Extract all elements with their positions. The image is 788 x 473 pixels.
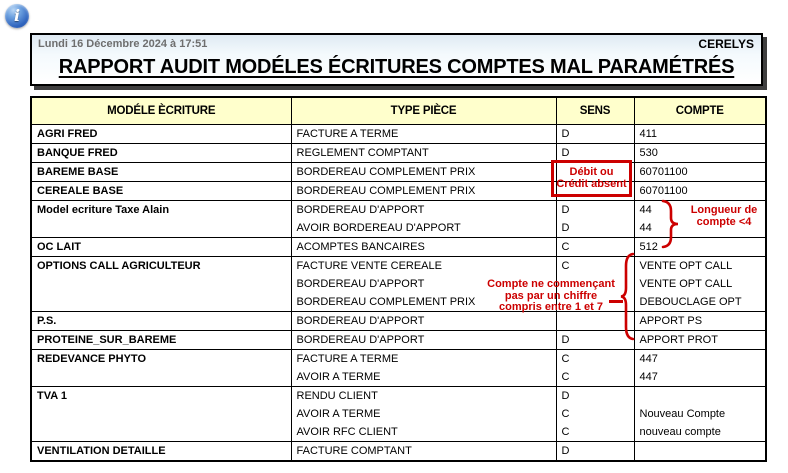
cell-sens: C: [556, 349, 634, 368]
table-row: [31, 330, 766, 349]
cell-modele-ecriture: PROTEINE_SUR_BAREME: [31, 330, 291, 349]
cell-sens: C: [556, 368, 634, 387]
table-row: [31, 256, 766, 275]
table-row: [31, 311, 766, 330]
cell-modele-ecriture: REDEVANCE PHYTO: [31, 349, 291, 368]
cell-compte: DEBOUCLAGE OPT: [634, 293, 766, 312]
cell-type-piece: AVOIR RFC CLIENT: [291, 423, 556, 442]
cell-type-piece: AVOIR A TERME: [291, 368, 556, 387]
cell-type-piece: FACTURE A TERME: [291, 349, 556, 368]
cell-type-piece: BORDEREAU D'APPORT: [291, 275, 556, 293]
cell-compte: 60701100: [634, 181, 766, 200]
cell-compte: [634, 386, 766, 405]
annotation-line: Longueur de: [690, 204, 758, 216]
annotation-line: compris entre 1 et 7: [499, 301, 603, 313]
cell-type-piece: RENDU CLIENT: [291, 386, 556, 405]
cell-sens: D: [556, 200, 634, 219]
table-row: [31, 349, 766, 368]
cell-compte: VENTE OPT CALL: [634, 256, 766, 275]
info-icon-glyph: i: [13, 6, 21, 25]
cell-modele-ecriture: [31, 275, 291, 293]
table-row: [31, 405, 766, 423]
cell-type-piece: BORDEREAU COMPLEMENT PRIX: [291, 293, 556, 312]
table-row: [31, 200, 766, 219]
cell-modele-ecriture: OPTIONS CALL AGRICULTEUR: [31, 256, 291, 275]
right-brace-icon: [660, 199, 680, 249]
table-row: [31, 181, 766, 200]
annotation-compte-chiffre: [478, 279, 624, 314]
table-row: [31, 143, 766, 162]
table-row: [31, 275, 766, 293]
cell-type-piece: BORDEREAU D'APPORT: [291, 330, 556, 349]
company-name: CERELYS: [698, 37, 754, 51]
cell-compte: APPORT PS: [634, 311, 766, 330]
cell-modele-ecriture: AGRI FRED: [31, 124, 291, 143]
cell-compte: Nouveau Compte: [634, 405, 766, 423]
cell-sens: C: [556, 256, 634, 275]
column-header-sens: SENS: [556, 97, 634, 124]
table-row: [31, 423, 766, 442]
annotation-debit-credit-absent: [551, 160, 632, 197]
cell-modele-ecriture: VENTILATION DETAILLE: [31, 441, 291, 461]
page-title: RAPPORT AUDIT MODÉLES ÉCRITURES COMPTES MAL PARAMÉTRÉS: [58, 56, 735, 78]
cell-modele-ecriture: TVA 1: [31, 386, 291, 405]
annotation-longueur-compte: [682, 204, 766, 228]
cell-sens: C: [556, 405, 634, 423]
cell-sens: D: [556, 441, 634, 461]
cell-type-piece: BORDEREAU COMPLEMENT PRIX: [291, 162, 556, 181]
cell-type-piece: BORDEREAU D'APPORT: [291, 200, 556, 219]
column-header-compte: COMPTE: [634, 97, 766, 124]
cell-compte: [634, 441, 766, 461]
table-row: [31, 124, 766, 143]
cell-sens: C: [556, 237, 634, 256]
cell-compte: 447: [634, 368, 766, 387]
cell-compte: APPORT PROT: [634, 330, 766, 349]
report-header: [30, 33, 763, 86]
cell-modele-ecriture: BAREME BASE: [31, 162, 291, 181]
info-icon[interactable]: [5, 4, 29, 28]
table-row: [31, 368, 766, 387]
cell-modele-ecriture: [31, 405, 291, 423]
cell-modele-ecriture: Model ecriture Taxe Alain: [31, 200, 291, 219]
cell-sens: D: [556, 219, 634, 238]
cell-type-piece: FACTURE VENTE CEREALE: [291, 256, 556, 275]
cell-sens: D: [556, 143, 634, 162]
cell-type-piece: FACTURE A TERME: [291, 124, 556, 143]
cell-modele-ecriture: [31, 423, 291, 442]
annotation-line: Crédit absent: [556, 177, 627, 190]
cell-compte: 44: [634, 219, 766, 238]
cell-type-piece: REGLEMENT COMPTANT: [291, 143, 556, 162]
cell-compte: nouveau compte: [634, 423, 766, 442]
annotation-line: pas par un chiffre: [504, 289, 598, 302]
cell-sens: D: [556, 124, 634, 143]
cell-modele-ecriture: [31, 219, 291, 238]
cell-modele-ecriture: P.S.: [31, 311, 291, 330]
cell-compte: 530: [634, 143, 766, 162]
cell-sens: D: [556, 386, 634, 405]
cell-type-piece: AVOIR BORDEREAU D'APPORT: [291, 219, 556, 238]
report-date: Lundi 16 Décembre 2024 à 17:51: [38, 38, 208, 50]
cell-modele-ecriture: [31, 368, 291, 387]
cell-compte: VENTE OPT CALL: [634, 275, 766, 293]
cell-type-piece: ACOMPTES BANCAIRES: [291, 237, 556, 256]
column-header-type-piece: TYPE PIÈCE: [291, 97, 556, 124]
cell-type-piece: AVOIR A TERME: [291, 405, 556, 423]
table-row: [31, 441, 766, 461]
cell-modele-ecriture: BANQUE FRED: [31, 143, 291, 162]
table-row: [31, 237, 766, 256]
cell-type-piece: BORDEREAU D'APPORT: [291, 311, 556, 330]
cell-compte: 447: [634, 349, 766, 368]
cell-type-piece: FACTURE COMPTANT: [291, 441, 556, 461]
column-header-modele-ecriture: MODÉLE ÈCRITURE: [31, 97, 291, 124]
annotation-line: compte <4: [696, 216, 752, 228]
cell-compte: 512: [634, 237, 766, 256]
cell-sens: C: [556, 423, 634, 442]
cell-modele-ecriture: [31, 293, 291, 312]
cell-compte: 44: [634, 200, 766, 219]
annotation-line: Débit ou: [569, 166, 614, 178]
table-row: [31, 219, 766, 238]
cell-compte: 60701100: [634, 162, 766, 181]
cell-type-piece: BORDEREAU COMPLEMENT PRIX: [291, 181, 556, 200]
cell-modele-ecriture: CEREALE BASE: [31, 181, 291, 200]
cell-compte: 411: [634, 124, 766, 143]
table-row: [31, 386, 766, 405]
cell-sens: D: [556, 330, 634, 349]
table-row: [31, 293, 766, 312]
cell-modele-ecriture: OC LAIT: [31, 237, 291, 256]
audit-table: [30, 96, 767, 462]
annotation-line: Compte ne commençant: [487, 278, 615, 290]
table-header-row: [31, 97, 766, 124]
table-row: [31, 162, 766, 181]
left-brace-icon: [620, 252, 636, 341]
